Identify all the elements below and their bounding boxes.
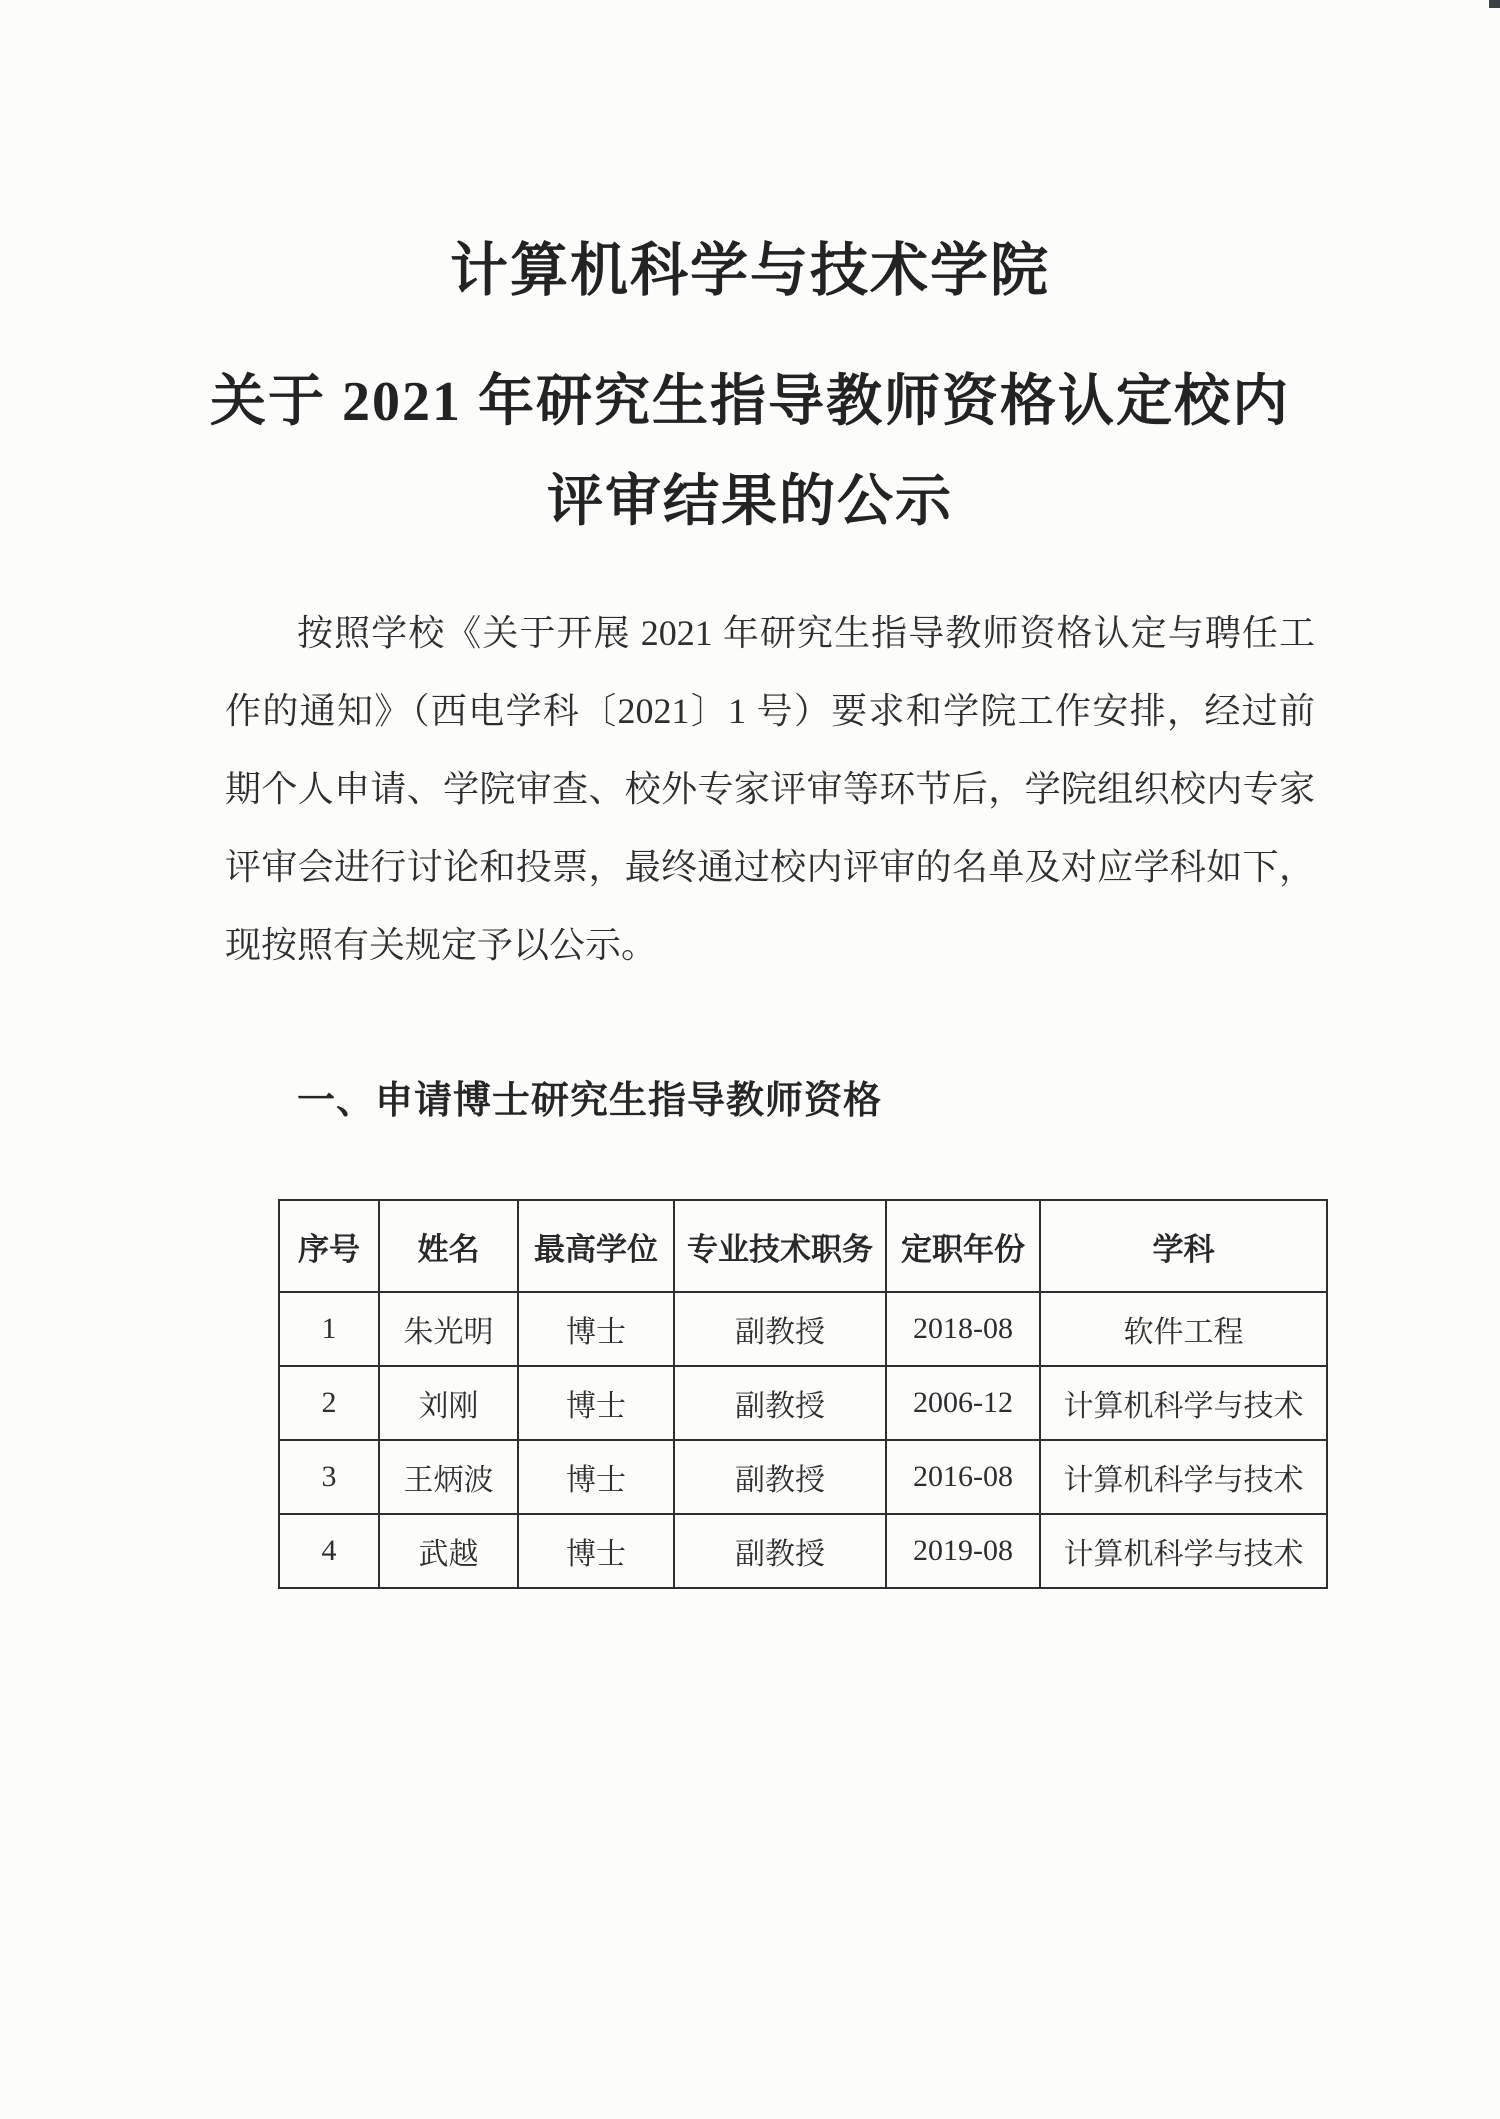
page-subtitle-line-1: 关于 2021 年研究生指导教师资格认定校内 xyxy=(210,371,1290,433)
table-cell: 软件工程 xyxy=(1040,1292,1327,1366)
table-cell: 1 xyxy=(279,1292,379,1366)
table-cell: 博士 xyxy=(518,1292,674,1366)
table-cell: 王炳波 xyxy=(379,1440,518,1514)
table-row xyxy=(279,1292,1327,1366)
table-cell: 计算机科学与技术 xyxy=(1040,1514,1327,1588)
table-cell: 刘刚 xyxy=(379,1366,518,1440)
table-cell: 副教授 xyxy=(674,1366,886,1440)
paragraph-line: 现按照有关规定予以公示。 xyxy=(225,925,658,965)
table-cell: 2016-08 xyxy=(886,1440,1040,1514)
section-heading: 一、申请博士研究生指导教师资格 xyxy=(297,1080,883,1122)
scan-artifact-speck xyxy=(1489,0,1500,8)
table-cell: 副教授 xyxy=(674,1440,886,1514)
table-row xyxy=(279,1440,1327,1514)
table-cell: 副教授 xyxy=(674,1292,886,1366)
table-cell: 2 xyxy=(279,1366,379,1440)
page-subtitle xyxy=(0,352,1500,552)
table-cell: 4 xyxy=(279,1514,379,1588)
paragraph-line: 按照学校《关于开展 2021 年研究生指导教师资格认定与聘任工 xyxy=(297,613,1315,653)
table-cell: 武越 xyxy=(379,1514,518,1588)
table-cell: 朱光明 xyxy=(379,1292,518,1366)
table-cell: 博士 xyxy=(518,1440,674,1514)
table-header-cell: 学科 xyxy=(1040,1200,1327,1292)
paragraph-line: 作的通知》（西电学科〔2021〕1 号）要求和学院工作安排，经过前 xyxy=(225,691,1315,731)
table-row xyxy=(279,1514,1327,1588)
table-cell: 计算机科学与技术 xyxy=(1040,1440,1327,1514)
table-cell: 2019-08 xyxy=(886,1514,1040,1588)
table-cell: 计算机科学与技术 xyxy=(1040,1366,1327,1440)
paragraph-line: 期个人申请、学院审查、校外专家评审等环节后，学院组织校内专家 xyxy=(225,769,1315,809)
table-row xyxy=(279,1366,1327,1440)
table-header-cell: 专业技术职务 xyxy=(674,1200,886,1292)
table-cell: 博士 xyxy=(518,1514,674,1588)
table-header-row xyxy=(279,1200,1327,1292)
page-subtitle-line-2: 评审结果的公示 xyxy=(547,471,953,533)
page-title: 计算机科学与技术学院 xyxy=(449,238,1050,303)
table-header-cell: 最高学位 xyxy=(518,1200,674,1292)
paragraph-line: 评审会进行讨论和投票，最终通过校内评审的名单及对应学科如下， xyxy=(225,847,1315,887)
qualification-results-table xyxy=(278,1199,1328,1589)
intro-paragraph xyxy=(225,594,1315,984)
table-cell: 副教授 xyxy=(674,1514,886,1588)
table-cell: 2018-08 xyxy=(886,1292,1040,1366)
table-header-cell: 序号 xyxy=(279,1200,379,1292)
table-cell: 3 xyxy=(279,1440,379,1514)
table-header-cell: 姓名 xyxy=(379,1200,518,1292)
table-cell: 博士 xyxy=(518,1366,674,1440)
table-cell: 2006-12 xyxy=(886,1366,1040,1440)
table-header-cell: 定职年份 xyxy=(886,1200,1040,1292)
